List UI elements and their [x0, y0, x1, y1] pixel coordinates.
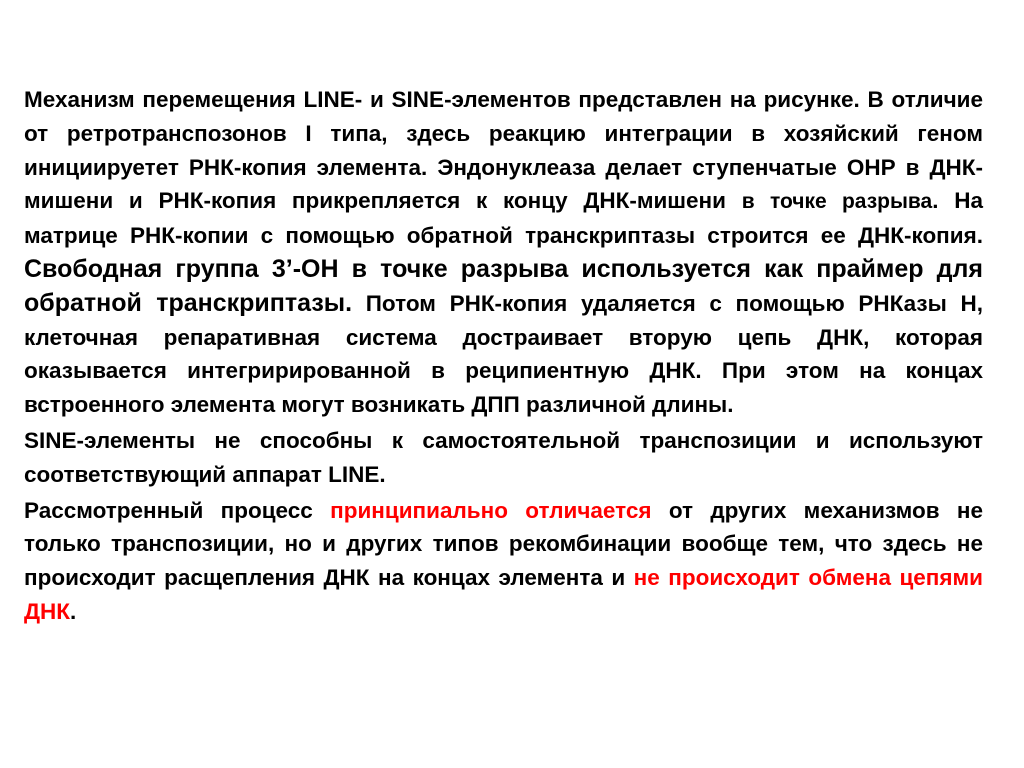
paragraph-mechanism	[24, 83, 983, 422]
paragraph3-part3: .	[70, 598, 77, 624]
paragraph1-part5: Потом РНК-копия удаляется с помощью РНКазы Н, клеточная репаративная система достраивает вторую цепь ДНК, которая оказывается интегрирированной в реципиентную ДНК. При этом на концах встроенного элемента могут возникать ДПП различной длины.	[24, 290, 983, 418]
paragraph-conclusion	[24, 494, 983, 629]
paragraph3-part2: от других механизмов не только транспозиции, но и других типов рекомбинации вообще тем, что здесь не происходит расщепления ДНК на концах элемента и	[24, 497, 983, 591]
paragraph3-highlight1: принципиально отличается	[330, 497, 652, 523]
text-block	[24, 83, 983, 629]
paragraph1-part3: . На матрице РНК-копии с помощью обратной транскриптазы строится ее ДНК-копия.	[24, 188, 983, 249]
paragraph3-part1: Рассмотренный процесс	[24, 497, 331, 523]
paragraph1-part4: Свободная группа 3’-ОН в точке разрыва используется как праймер для обратной транскриптазы.	[24, 254, 983, 317]
paragraph1-part1: Механизм перемещения LINE- и SINE-элементов представлен на рисунке. В отличие от ретротранспозонов I типа, здесь реакцию интеграции в хозяйский геном инициируетет РНК-копия элемента. Эндонуклеаза делает ступенчатые ОНР в ДНК-мишени и РНК-копия прикрепляется к концу ДНК-мишени	[24, 87, 983, 214]
paragraph-sine: SINE-элементы не способны к самостоятельной транспозиции и используют соответствующий аппарат LINE.	[24, 427, 983, 487]
paragraph3-highlight2: не происходит обмена цепями ДНК	[24, 565, 983, 624]
paragraph1-part2: в точке разрыва	[741, 190, 933, 214]
